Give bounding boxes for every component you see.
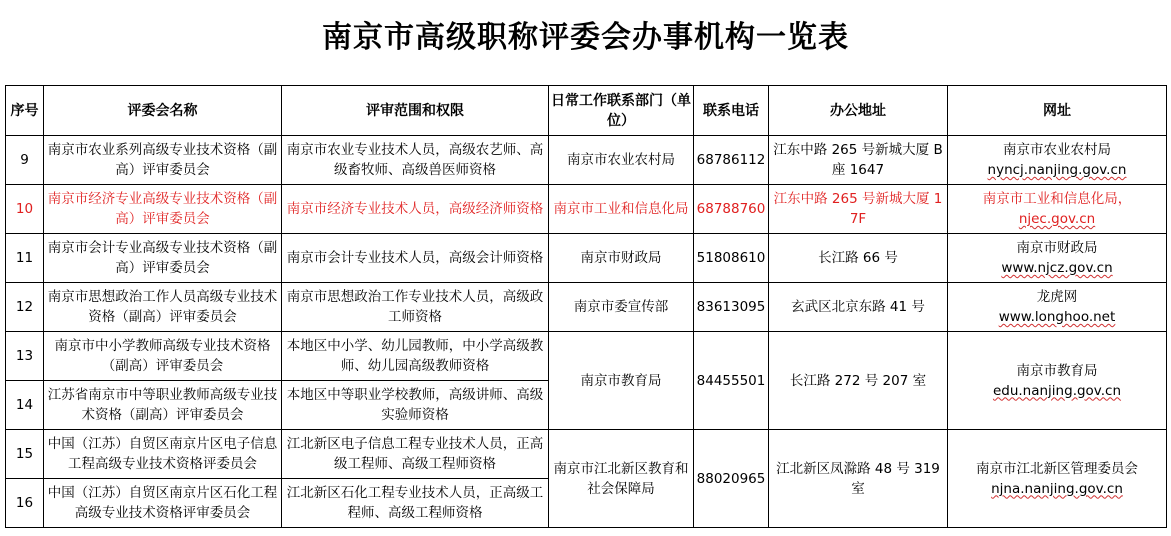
row-phone: 68786112 xyxy=(694,136,769,185)
table-row-highlighted xyxy=(6,185,1167,234)
row-website xyxy=(948,136,1167,185)
group-website xyxy=(948,430,1167,528)
row-dept: 南京市工业和信息化局 xyxy=(549,185,694,234)
row-committee: 南京市思想政治工作人员高级专业技术资格（副高）评审委员会 xyxy=(44,283,282,332)
row-scope: 本地区中等职业学校教师，高级讲师、高级实验师资格 xyxy=(282,381,549,430)
row-committee: 中国（江苏）自贸区南京片区石化工程高级专业技术资格评审委员会 xyxy=(44,479,282,528)
group-website xyxy=(948,332,1167,430)
committee-table xyxy=(5,85,1167,528)
page-title: 南京市高级职称评委会办事机构一览表 xyxy=(322,20,849,55)
table-row xyxy=(6,136,1167,185)
row-no: 11 xyxy=(6,234,44,283)
group-dept: 南京市江北新区教育和社会保障局 xyxy=(549,430,694,528)
website-name: 南京市工业和信息化局， xyxy=(982,191,1132,207)
table-row xyxy=(6,234,1167,283)
website-link[interactable]: www.njcz.gov.cn xyxy=(1001,260,1113,276)
website-link[interactable]: njec.gov.cn xyxy=(1018,211,1096,227)
row-committee: 中国（江苏）自贸区南京片区电子信息工程高级专业技术资格评委员会 xyxy=(44,430,282,479)
row-phone: 83613095 xyxy=(694,283,769,332)
row-website xyxy=(948,234,1167,283)
row-committee: 南京市经济专业高级专业技术资格（副高）评审委员会 xyxy=(44,185,282,234)
header-website: 网址 xyxy=(948,86,1167,136)
row-scope: 本地区中小学、幼儿园教师，中小学高级教师、幼儿园高级教师资格 xyxy=(282,332,549,381)
row-scope: 江北新区石化工程专业技术人员，正高级工程师、高级工程师资格 xyxy=(282,479,549,528)
row-website xyxy=(948,185,1167,234)
header-no: 序号 xyxy=(6,86,44,136)
table-row xyxy=(6,332,1167,381)
row-scope: 南京市经济专业技术人员，高级经济师资格 xyxy=(282,185,549,234)
row-address: 江东中路 265 号新城大厦 B 座 1647 xyxy=(769,136,948,185)
row-address: 江东中路 265 号新城大厦 17F xyxy=(769,185,948,234)
row-no: 16 xyxy=(6,479,44,528)
website-name: 南京市教育局 xyxy=(1016,362,1098,379)
table-row xyxy=(6,283,1167,332)
row-no: 9 xyxy=(6,136,44,185)
row-committee: 南京市农业系列高级专业技术资格（副高）评审委员会 xyxy=(44,136,282,185)
website-link[interactable]: www.longhoo.net xyxy=(998,309,1116,325)
website-name: 南京市农业农村局 xyxy=(1003,142,1111,158)
row-dept: 南京市财政局 xyxy=(549,234,694,283)
website-link[interactable]: edu.nanjing.gov.cn xyxy=(992,382,1122,399)
row-website xyxy=(948,283,1167,332)
header-address: 办公地址 xyxy=(769,86,948,136)
website-name: 南京市江北新区管理委员会 xyxy=(976,460,1138,477)
row-scope: 南京市农业专业技术人员，高级农艺师、高级畜牧师、高级兽医师资格 xyxy=(282,136,549,185)
row-address: 玄武区北京东路 41 号 xyxy=(769,283,948,332)
header-committee: 评委会名称 xyxy=(44,86,282,136)
website-link[interactable]: njna.nanjing.gov.cn xyxy=(991,480,1123,497)
row-scope: 南京市会计专业技术人员，高级会计师资格 xyxy=(282,234,549,283)
table-row xyxy=(6,430,1167,479)
group-address: 长江路 272 号 207 室 xyxy=(769,332,948,430)
group-dept: 南京市教育局 xyxy=(549,332,694,430)
row-dept: 南京市农业农村局 xyxy=(549,136,694,185)
group-phone: 84455501 xyxy=(694,332,769,430)
header-dept: 日常工作联系部门（单位） xyxy=(549,86,694,136)
row-committee: 江苏省南京市中等职业教师高级专业技术资格（副高）评审委员会 xyxy=(44,381,282,430)
row-phone: 51808610 xyxy=(694,234,769,283)
group-address: 江北新区凤滁路 48 号 319 室 xyxy=(769,430,948,528)
website-name: 南京市财政局 xyxy=(1016,240,1098,256)
row-committee: 南京市会计专业高级专业技术资格（副高）评审委员会 xyxy=(44,234,282,283)
row-scope: 南京市思想政治工作专业技术人员，高级政工师资格 xyxy=(282,283,549,332)
website-name: 龙虎网 xyxy=(1036,289,1078,305)
row-no: 10 xyxy=(6,185,44,234)
row-committee: 南京市中小学教师高级专业技术资格（副高）评审委员会 xyxy=(44,332,282,381)
row-no: 12 xyxy=(6,283,44,332)
row-address: 长江路 66 号 xyxy=(769,234,948,283)
row-dept: 南京市委宣传部 xyxy=(549,283,694,332)
table-header-row xyxy=(6,86,1167,136)
row-no: 14 xyxy=(6,381,44,430)
header-phone: 联系电话 xyxy=(694,86,769,136)
row-scope: 江北新区电子信息工程专业技术人员，正高级工程师、高级工程师资格 xyxy=(282,430,549,479)
website-link[interactable]: nyncj.nanjing.gov.cn xyxy=(987,162,1127,178)
group-phone: 88020965 xyxy=(694,430,769,528)
row-no: 13 xyxy=(6,332,44,381)
row-phone: 68788760 xyxy=(694,185,769,234)
header-scope: 评审范围和权限 xyxy=(282,86,549,136)
row-no: 15 xyxy=(6,430,44,479)
